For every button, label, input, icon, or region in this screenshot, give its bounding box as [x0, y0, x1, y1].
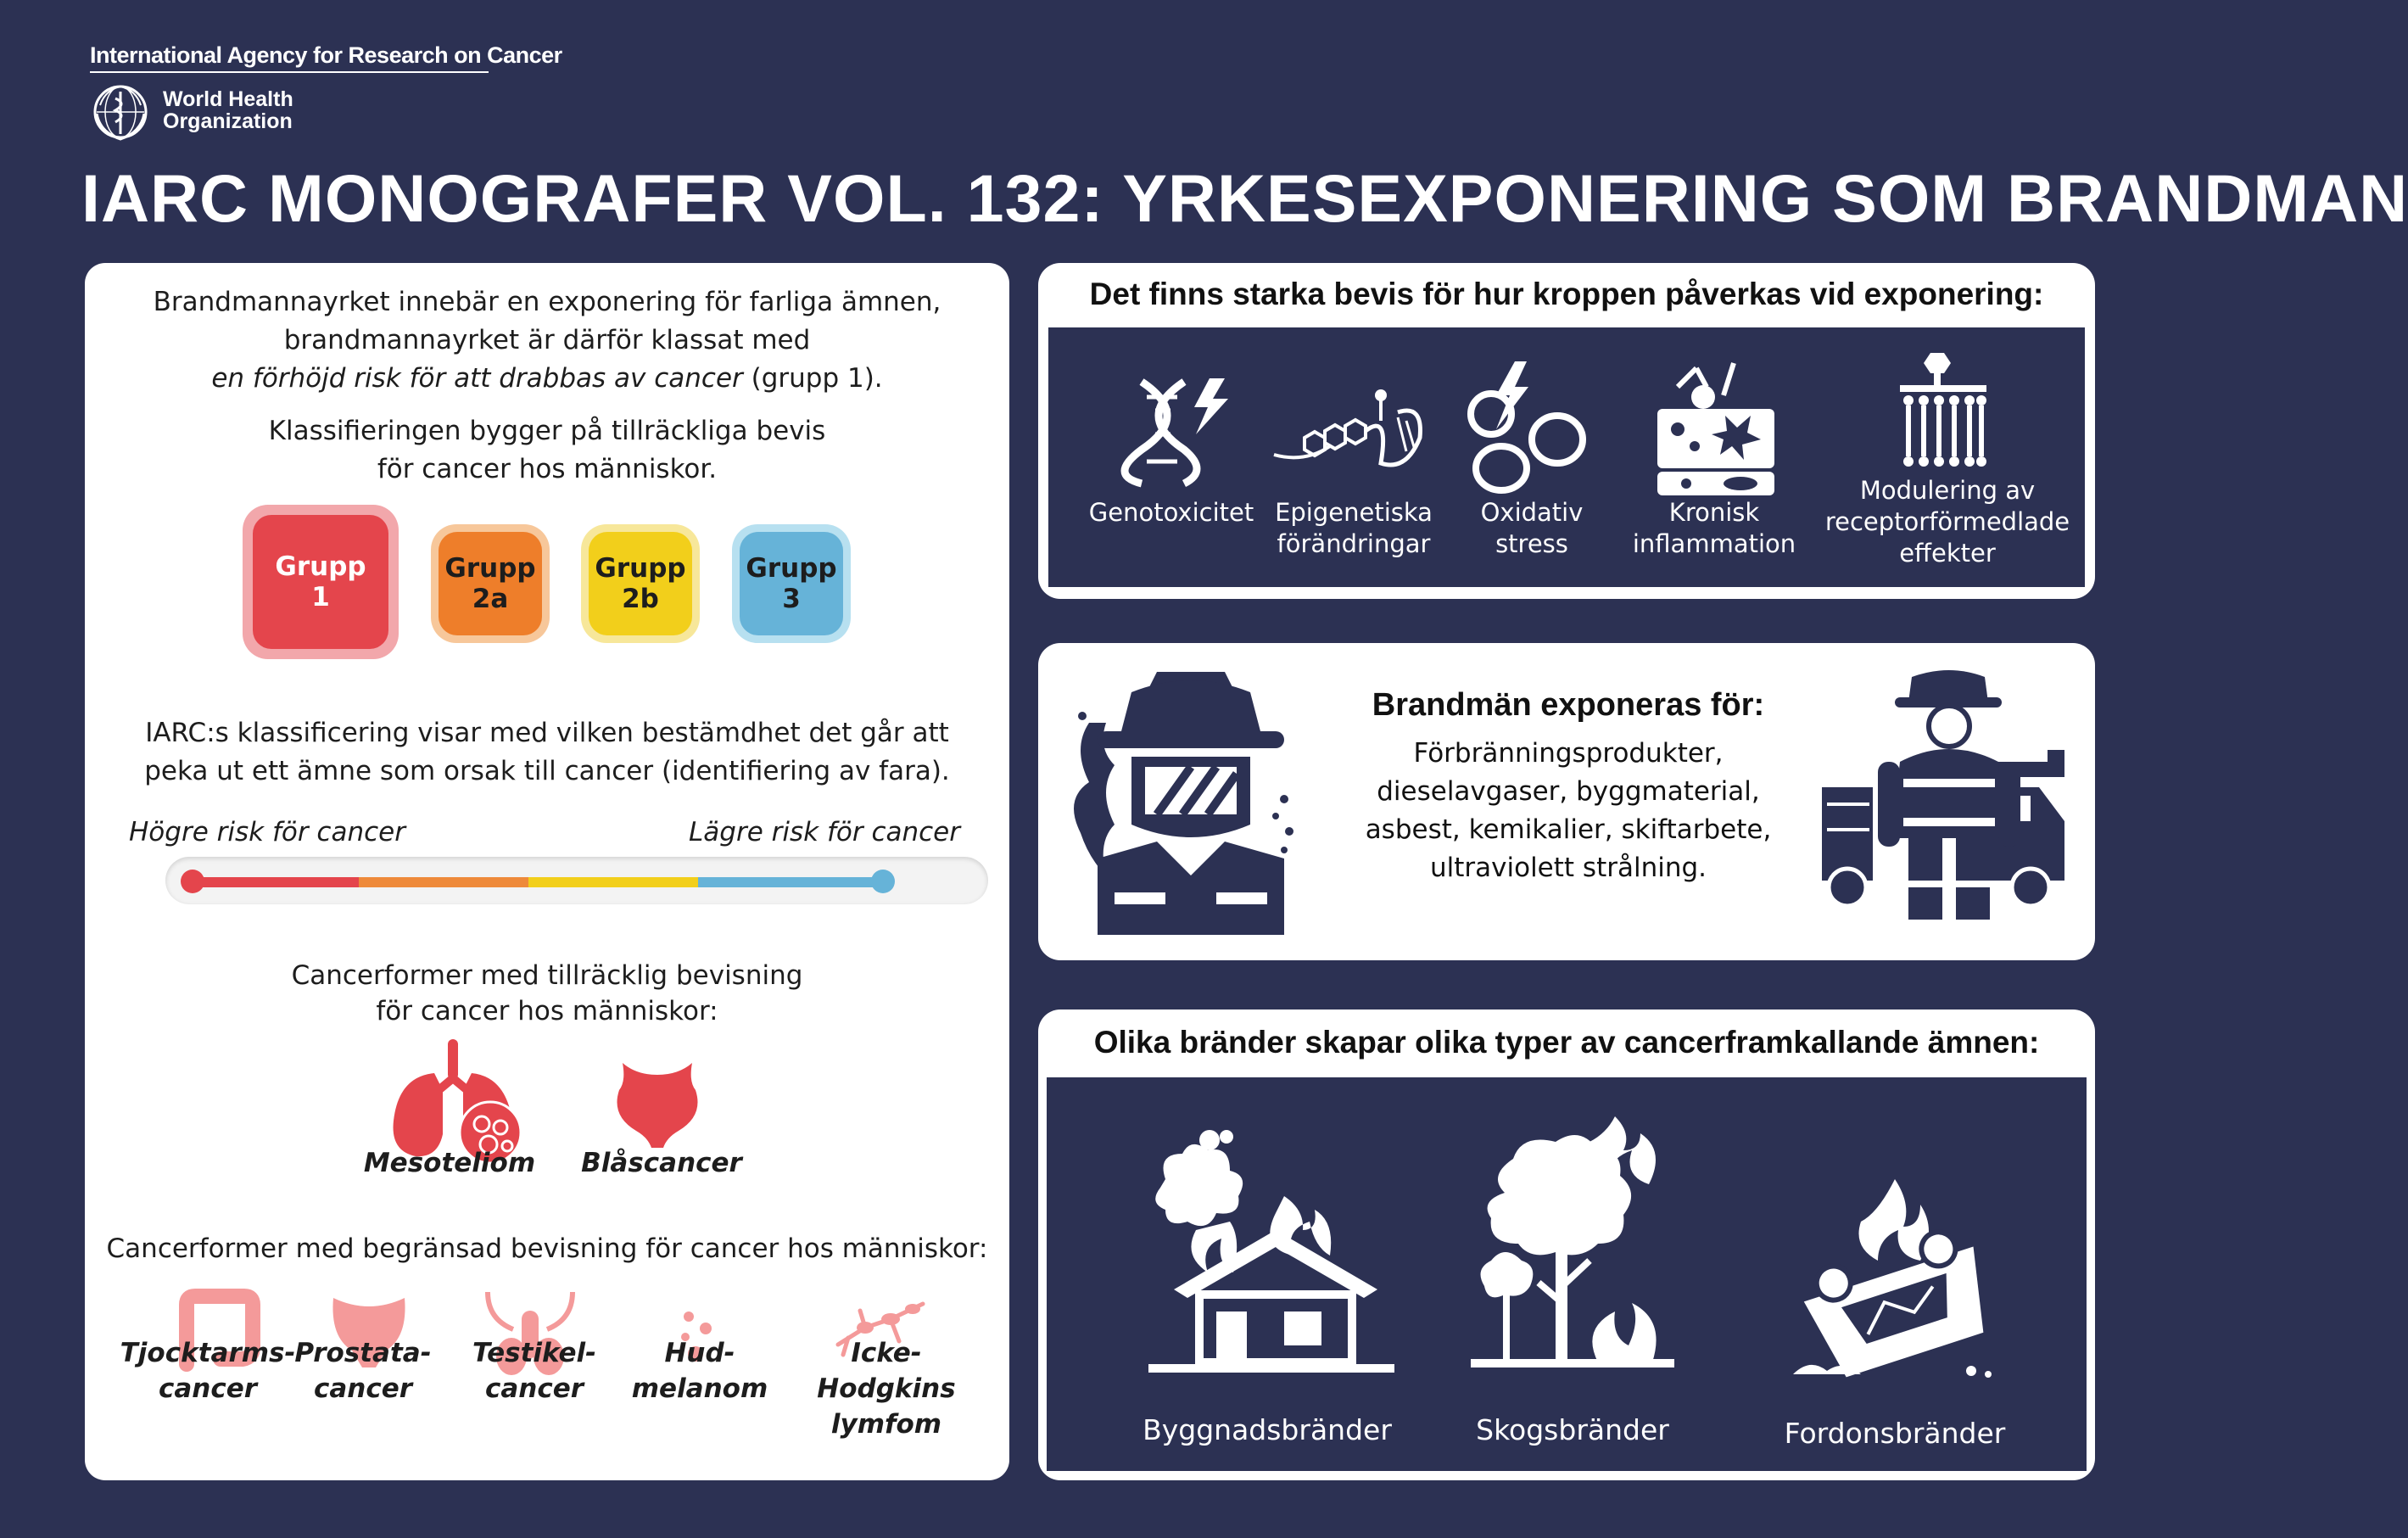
- classification-panel: [85, 263, 1009, 1480]
- exposure-line-1: Förbränningsprodukter,: [1413, 738, 1724, 769]
- scale-segment-blue: [698, 877, 883, 887]
- vehicle-fires-label: Fordonsbränder: [1784, 1417, 2006, 1450]
- group-3-id: 3: [782, 584, 801, 614]
- who-line-1: World Health: [163, 87, 293, 111]
- bladder-icon: [611, 1056, 704, 1149]
- lymphoma-label: [789, 1335, 984, 1442]
- skin-melanoma-line-2: melanom: [631, 1373, 768, 1404]
- effects-panel: [1038, 263, 2095, 599]
- exposure-panel: [1038, 643, 2095, 960]
- effects-inner: [1048, 327, 2085, 587]
- dna-icon: [1125, 373, 1235, 492]
- inflammation-icon: [1652, 361, 1779, 499]
- basis-line-1: Klassifieringen bygger på tillräckliga bevis: [268, 416, 826, 446]
- testicular-cancer-line-2: cancer: [484, 1373, 584, 1404]
- firefighter-truck-icon: [1819, 668, 2081, 931]
- testicular-cancer-line-1: Testikel-: [472, 1338, 597, 1368]
- colon-cancer-line-2: cancer: [158, 1373, 258, 1404]
- oxidative-stress-icon: [1466, 361, 1593, 497]
- group-3-word: Grupp: [746, 553, 837, 584]
- receptor-label: [1820, 475, 2075, 569]
- group-3-badge: [732, 524, 851, 643]
- intro-line-3: [85, 360, 1009, 398]
- group-1-badge: [243, 505, 399, 659]
- forest-fire-icon: [1471, 1116, 1674, 1371]
- receptor-line-3: effekter: [1899, 539, 1996, 568]
- forest-fires-label: Skogsbränder: [1476, 1413, 1669, 1446]
- page-title: IARC MONOGRAFER VOL. 132: YRKESEXPONERING SOM BRANDMAN: [81, 160, 2408, 236]
- risk-scale: [165, 857, 988, 904]
- epigenetic-icon: [1271, 387, 1432, 480]
- inflammation-line-2: inflammation: [1632, 529, 1796, 558]
- epigenetic-line-2: förändringar: [1277, 529, 1431, 558]
- epigenetic-line-1: Epigenetiska: [1275, 498, 1433, 527]
- bladder-cancer-label: Blåscancer: [581, 1148, 742, 1178]
- genotoxicity-line-1: Genotoxicitet: [1088, 498, 1254, 527]
- exposure-list: [1293, 735, 1844, 887]
- group-2b-word: Grupp: [595, 553, 686, 584]
- lymphoma-line-2: lymfom: [830, 1409, 942, 1440]
- basis-line-2: för cancer hos människor.: [377, 454, 718, 484]
- sufficient-heading-line-1: Cancerformer med tillräcklig bevisning: [291, 960, 803, 991]
- epigenetic-label: [1252, 497, 1455, 560]
- lower-risk-label: Lägre risk för cancer: [689, 817, 960, 847]
- mesothelioma-label: Mesoteliom: [363, 1148, 536, 1178]
- prostate-cancer-line-1: Prostata-: [294, 1338, 432, 1368]
- fires-heading: Olika bränder skapar olika typer av cancerframkallande ämnen:: [1093, 1025, 2040, 1060]
- exposure-line-4: ultraviolett strålning.: [1429, 853, 1707, 883]
- iarc-explanation-line-2: peka ut ett ämne som orsak till cancer (identifiering av fara).: [144, 756, 950, 786]
- building-fires-label: Byggnadsbränder: [1143, 1413, 1392, 1446]
- scale-start-dot: [181, 870, 204, 893]
- firefighter-mask-icon: [1064, 672, 1310, 935]
- testicular-cancer-label: [450, 1335, 619, 1407]
- scale-end-dot: [871, 870, 895, 893]
- receptor-icon: [1897, 350, 1990, 477]
- inflammation-line-1: Kronisk: [1668, 498, 1760, 527]
- colon-cancer-line-1: Tjocktarms-: [120, 1338, 296, 1368]
- lymphoma-line-1: Icke-Hodgkins: [817, 1338, 956, 1404]
- intro-line-1: Brandmannayrket innebär en exponering för farliga ämnen,: [153, 287, 941, 317]
- burning-car-icon: [1793, 1179, 2005, 1383]
- group-1-word: Grupp: [275, 551, 366, 582]
- group-2b-badge: [581, 524, 700, 643]
- skin-melanoma-line-1: Hud-: [664, 1338, 735, 1368]
- who-wordmark: [163, 88, 293, 132]
- colon-cancer-label: [119, 1335, 297, 1407]
- limited-heading: Cancerformer med begränsad bevisning för cancer hos människor:: [106, 1233, 988, 1264]
- iarc-explanation-line-1: IARC:s klassificering visar med vilken bestämdhet det går att: [145, 718, 949, 748]
- exposure-line-2: dieselavgaser, byggmaterial,: [1377, 776, 1760, 807]
- skin-melanoma-label: [619, 1335, 780, 1407]
- intro-group-note: (grupp 1).: [742, 363, 883, 394]
- who-line-2: Organization: [163, 109, 293, 133]
- exposure-heading: Brandmän exponeras för:: [1372, 687, 1765, 723]
- genotoxicity-label: [1074, 497, 1269, 529]
- effects-heading: Det finns starka bevis för hur kroppen påverkas vid exponering:: [1089, 277, 2044, 311]
- fires-panel: [1038, 1009, 2095, 1480]
- group-2a-badge: [431, 524, 550, 643]
- scale-segment-red: [189, 877, 359, 887]
- prostate-cancer-line-2: cancer: [313, 1373, 413, 1404]
- group-2b-id: 2b: [622, 584, 659, 614]
- receptor-line-2: receptorförmedlade: [1824, 507, 2070, 536]
- group-1-id: 1: [311, 582, 330, 612]
- higher-risk-label: Högre risk för cancer: [129, 817, 405, 847]
- intro-line-2: brandmannayrket är därför klassat med: [283, 325, 811, 355]
- header-divider: [90, 71, 489, 73]
- intro-italic-text: en förhöjd risk för att drabbas av cancer: [211, 363, 743, 394]
- scale-segment-orange: [359, 877, 528, 887]
- fires-inner: [1047, 1077, 2087, 1471]
- exposure-line-3: asbest, kemikalier, skiftarbete,: [1365, 814, 1772, 845]
- iarc-organization-name: International Agency for Research on Cancer: [90, 42, 562, 68]
- inflammation-label: [1608, 497, 1820, 560]
- sufficient-heading-line-2: för cancer hos människor:: [376, 996, 718, 1026]
- group-2a-id: 2a: [472, 584, 509, 614]
- group-2a-word: Grupp: [444, 553, 536, 584]
- prostate-cancer-label: [278, 1335, 448, 1407]
- oxidative-stress-label: [1447, 497, 1617, 560]
- scale-segment-yellow: [528, 877, 698, 887]
- who-emblem-icon: [88, 80, 153, 144]
- burning-house-icon: [1148, 1128, 1394, 1374]
- oxidative-stress-line-1: Oxidativ: [1480, 498, 1584, 527]
- receptor-line-1: Modulering av: [1859, 476, 2036, 505]
- oxidative-stress-line-2: stress: [1495, 529, 1568, 558]
